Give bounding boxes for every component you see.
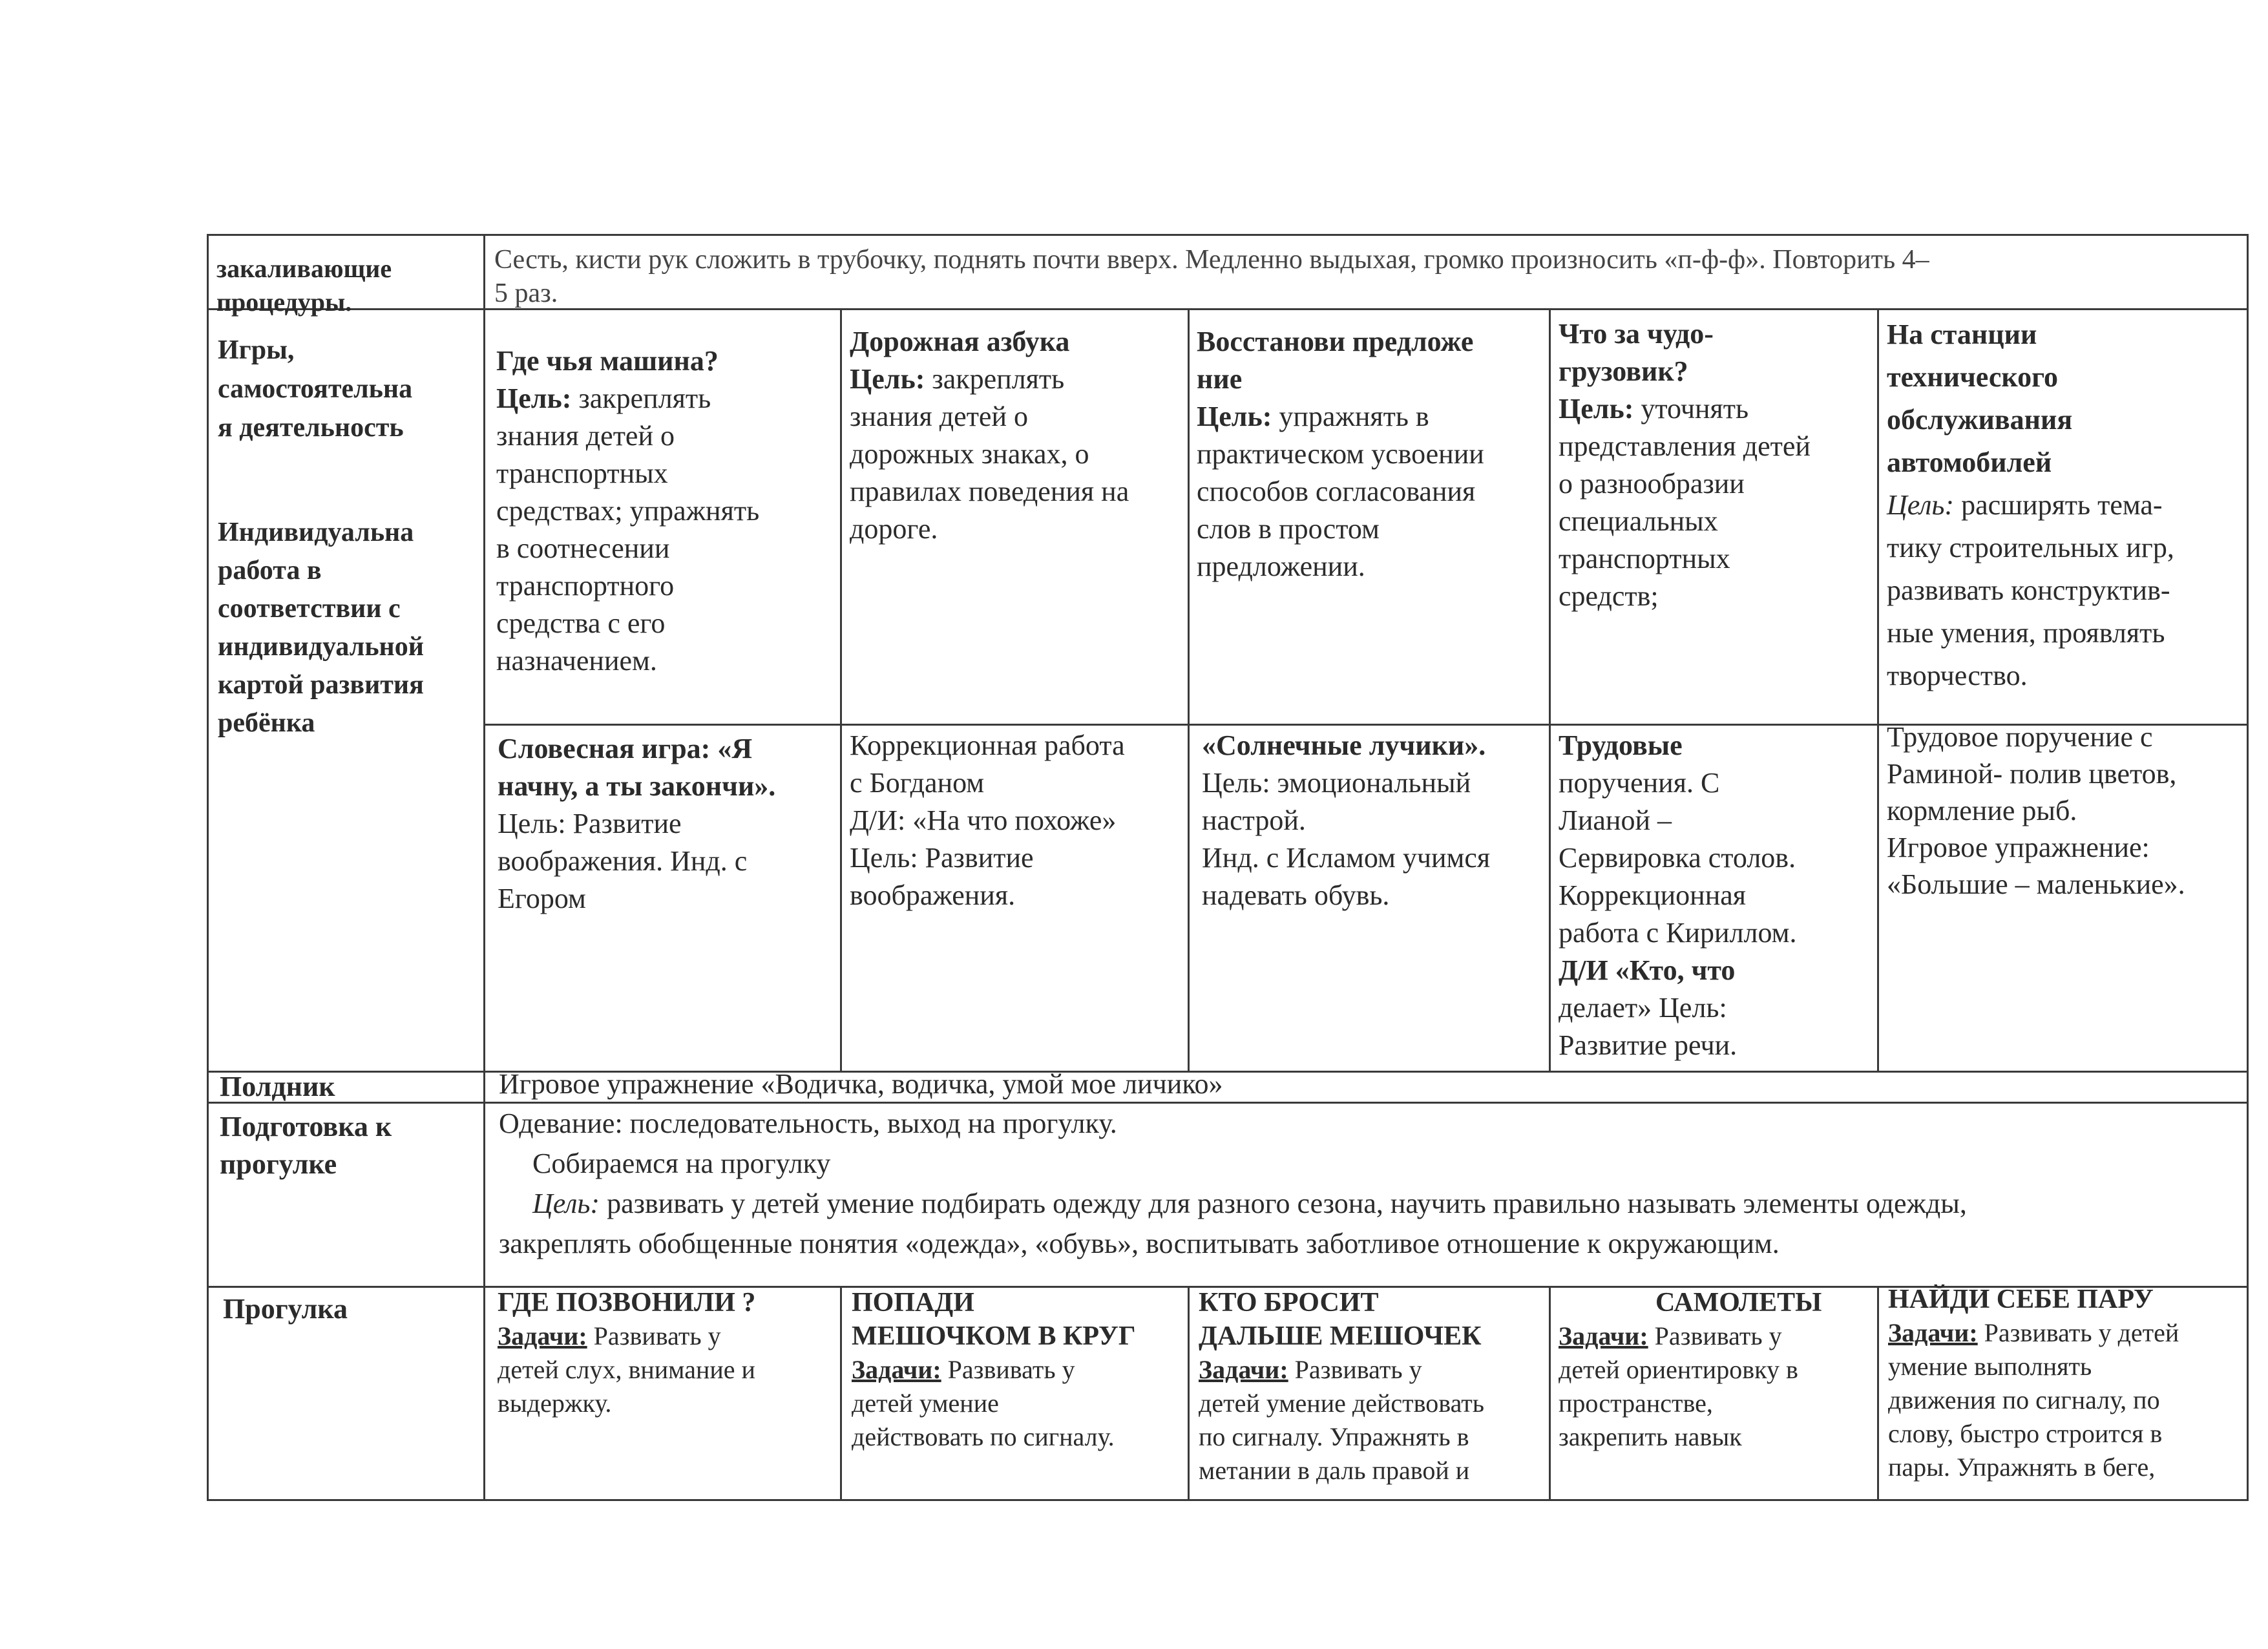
text-line: Коррекционная xyxy=(1559,879,1747,911)
text-line: Д/И: «На что похоже» xyxy=(850,804,1117,836)
label-line: процедуры. xyxy=(216,288,352,317)
goal-line: слов в простом xyxy=(1197,513,1380,545)
column-divider xyxy=(1877,308,1879,1073)
text-line: Цель: Развитие xyxy=(850,842,1034,874)
label-line: я деятельность xyxy=(218,413,404,443)
individual-card-5 xyxy=(1887,719,2242,903)
text-line: 5 раз. xyxy=(494,278,558,308)
task-line: детей ориентировку в xyxy=(1559,1355,1798,1384)
row-label-walk xyxy=(223,1291,475,1327)
text-line: работа с Кириллом. xyxy=(1559,917,1797,949)
task-line: детей умение xyxy=(852,1389,999,1418)
goal-line: творчество. xyxy=(1887,660,2028,691)
goal-line: правилах поведения на xyxy=(850,476,1129,507)
game-card-1 xyxy=(496,342,832,680)
label-line: Игры, xyxy=(218,335,295,365)
goal-line: средства с его xyxy=(496,607,666,639)
goal-text: уточнять xyxy=(1641,393,1749,425)
goal-label: Цель: xyxy=(496,383,572,414)
walk-game-5 xyxy=(1888,1283,2243,1484)
text-line: Инд. с Исламом учимся xyxy=(1202,842,1491,874)
text-line: Егором xyxy=(498,883,586,914)
individual-card-2 xyxy=(850,727,1182,914)
walk-prep-text xyxy=(499,1104,2237,1264)
text-line: воображения. Инд. с xyxy=(498,845,748,877)
table-border-right xyxy=(2247,234,2249,1501)
label-line: индивидуальной xyxy=(218,632,424,662)
label-line: Прогулка xyxy=(223,1293,348,1325)
goal-line: дорожных знаках, о xyxy=(850,438,1089,470)
column-divider xyxy=(1549,308,1551,1073)
goal-label: Цель: xyxy=(1559,393,1634,425)
text-line: Словесная игра: «Я xyxy=(498,733,753,764)
text-line: воображения. xyxy=(850,879,1016,911)
task-text: Развивать у xyxy=(1654,1321,1782,1350)
text-line: Собираемся на прогулку xyxy=(532,1148,831,1179)
label-line: Подготовка к xyxy=(220,1111,392,1142)
task-line: умение выполнять xyxy=(1888,1352,2092,1381)
text-line: Д/И «Кто, что xyxy=(1559,954,1736,986)
goal-line: знания детей о xyxy=(496,420,675,452)
walk-game-3 xyxy=(1199,1286,1544,1487)
row-label-individual xyxy=(218,514,479,742)
game-card-4 xyxy=(1559,315,1872,615)
text-line: Цель: Развитие xyxy=(498,808,682,839)
game-title: технического xyxy=(1887,361,2059,393)
text-line: «Солнечные лучики». xyxy=(1202,730,1486,761)
column-divider xyxy=(1188,1286,1190,1501)
goal-line: способов согласования xyxy=(1197,476,1476,507)
goal-line: в соотнесении xyxy=(496,532,670,564)
row-label-tempering xyxy=(216,252,475,319)
text-line: Раминой- полив цветов, xyxy=(1887,758,2177,790)
game-card-5 xyxy=(1887,313,2242,697)
text-line: Сервировка столов. xyxy=(1559,842,1796,874)
label-line: картой развития xyxy=(218,670,424,700)
text-line: надевать обувь. xyxy=(1202,879,1390,911)
goal-line: о разнообразии xyxy=(1559,468,1745,499)
task-line: пары. Упражнять в беге, xyxy=(1888,1453,2156,1482)
goal-line: назначением. xyxy=(496,645,657,677)
text-line: начну, а ты закончи». xyxy=(498,770,776,802)
goal-text: закреплять xyxy=(578,383,711,414)
text-line: с Богданом xyxy=(850,767,985,799)
individual-card-4 xyxy=(1559,727,1869,1064)
task-label: Задачи: xyxy=(1199,1355,1288,1384)
label-line: Полдник xyxy=(220,1071,335,1102)
task-line: действовать по сигналу. xyxy=(852,1422,1115,1451)
task-label: Задачи: xyxy=(1888,1318,1978,1347)
game-title: ДАЛЬШЕ МЕШОЧЕК xyxy=(1199,1321,1482,1351)
goal-line: представления детей xyxy=(1559,430,1811,462)
task-label: Задачи: xyxy=(1559,1321,1648,1350)
table-border-bottom xyxy=(207,1499,2249,1501)
task-line: слову, быстро строится в xyxy=(1888,1419,2163,1448)
goal-line: тику строительных игр, xyxy=(1887,532,2174,563)
goal-line: знания детей о xyxy=(850,401,1029,432)
label-line: соответствии с xyxy=(218,594,401,624)
task-line: детей умение действовать xyxy=(1199,1389,1485,1418)
game-title: Где чья машина? xyxy=(496,345,719,377)
game-title: ГДЕ ПОЗВОНИЛИ ? xyxy=(498,1288,756,1318)
text-line: настрой. xyxy=(1202,804,1306,836)
game-title: МЕШОЧКОМ В КРУГ xyxy=(852,1321,1136,1351)
goal-line: средств; xyxy=(1559,580,1659,612)
row-label-games xyxy=(218,331,479,447)
game-card-3 xyxy=(1197,323,1542,585)
task-line: движения по сигналу, по xyxy=(1888,1385,2160,1414)
text-line: Развитие речи. xyxy=(1559,1029,1738,1061)
task-line: метании в даль правой и xyxy=(1199,1456,1470,1485)
game-title: Что за чудо- xyxy=(1559,318,1714,350)
tempering-text xyxy=(494,243,2239,310)
game-title: обслуживания xyxy=(1887,404,2073,436)
game-title: САМОЛЕТЫ xyxy=(1655,1288,1822,1318)
text-line: Трудовые xyxy=(1559,730,1683,761)
label-line: самостоятельна xyxy=(218,374,413,404)
goal-label: Цель: xyxy=(532,1188,600,1219)
game-title: На станции xyxy=(1887,319,2037,350)
game-title: ПОПАДИ xyxy=(852,1288,974,1318)
game-card-2 xyxy=(850,323,1182,548)
task-text: Развивать у xyxy=(593,1321,721,1350)
text-line: «Большие – маленькие». xyxy=(1887,868,2185,900)
game-title: ние xyxy=(1197,363,1243,395)
label-line: Индивидуальна xyxy=(218,518,414,547)
task-line: детей слух, внимание и xyxy=(498,1355,755,1384)
goal-text: закреплять xyxy=(932,363,1065,395)
goal-line: ные умения, проявлять xyxy=(1887,617,2165,649)
column-divider xyxy=(840,1286,842,1501)
text-line: Игровое упражнение: xyxy=(1887,832,2150,863)
text-line: Игровое упражнение «Водичка, водичка, умой мое личико» xyxy=(499,1068,1223,1100)
game-title: НАЙДИ СЕБЕ ПАРУ xyxy=(1888,1285,2154,1314)
task-line: выдержку. xyxy=(498,1389,612,1418)
label-line: прогулке xyxy=(220,1148,337,1180)
text-line: закреплять обобщенные понятия «одежда», «обувь», воспитывать заботливое отношение к окружающим. xyxy=(499,1228,1780,1259)
goal-line: специальных xyxy=(1559,505,1718,537)
row-label-snack xyxy=(220,1070,478,1104)
column-divider xyxy=(1188,308,1190,1073)
column-divider xyxy=(1549,1286,1551,1501)
game-title: КТО БРОСИТ xyxy=(1199,1288,1379,1318)
text-line: Лианой – xyxy=(1559,804,1672,836)
text-line: Трудовое поручение с xyxy=(1887,721,2153,753)
label-line: работа в xyxy=(218,556,322,585)
game-title: Дорожная азбука xyxy=(850,326,1070,357)
game-title: Восстанови предложе xyxy=(1197,326,1474,357)
goal-label: Цель: xyxy=(850,363,925,395)
game-title: грузовик? xyxy=(1559,355,1688,387)
text-line: Одевание: последовательность, выход на прогулку. xyxy=(499,1108,1117,1139)
walk-game-4 xyxy=(1559,1286,1872,1454)
task-line: пространстве, xyxy=(1559,1389,1713,1418)
table-border-top xyxy=(207,234,2249,236)
goal-line: развивать конструктив- xyxy=(1887,574,2170,606)
column-divider xyxy=(1877,1286,1879,1501)
goal-text: упражнять в xyxy=(1279,401,1429,432)
task-label: Задачи: xyxy=(498,1321,587,1350)
text-line: делает» Цель: xyxy=(1559,992,1727,1024)
task-line: закрепить навык xyxy=(1559,1422,1742,1451)
goal-line: практическом усвоении xyxy=(1197,438,1484,470)
task-text: Развивать у xyxy=(947,1355,1075,1384)
goal-line: транспортного xyxy=(496,570,675,602)
snack-text xyxy=(499,1067,2237,1101)
task-text: Развивать у детей xyxy=(1984,1318,2179,1347)
table-border-left xyxy=(207,234,209,1501)
task-label: Задачи: xyxy=(852,1355,941,1384)
text-line: Сесть, кисти рук сложить в трубочку, поднять почти вверх. Медленно выдыхая, громко произносить «п-ф-ф». Повторить 4– xyxy=(494,245,1929,275)
walk-game-1 xyxy=(498,1286,827,1420)
text-line: Цель: эмоциональный xyxy=(1202,767,1471,799)
game-title: автомобилей xyxy=(1887,446,2052,478)
task-text: Развивать у xyxy=(1294,1355,1422,1384)
goal-text: расширять тема- xyxy=(1961,489,2163,521)
row-label-walk-prep xyxy=(220,1108,478,1183)
goal-line: дороге. xyxy=(850,513,938,545)
goal-text: развивать у детей умение подбирать одежду для разного сезона, научить правильно называть элементы одежды, xyxy=(607,1188,1967,1219)
goal-label: Цель: xyxy=(1887,489,1955,521)
text-line: кормление рыб. xyxy=(1887,795,2077,826)
goal-line: транспортных xyxy=(1559,543,1730,574)
column-divider xyxy=(483,234,485,1501)
text-line: поручения. С xyxy=(1559,767,1720,799)
label-line: закаливающие xyxy=(216,254,392,283)
goal-label: Цель: xyxy=(1197,401,1272,432)
goal-line: средствах; упражнять xyxy=(496,495,760,527)
goal-line: транспортных xyxy=(496,457,668,489)
individual-card-1 xyxy=(498,730,824,918)
label-line: ребёнка xyxy=(218,708,315,738)
task-line: по сигналу. Упражнять в xyxy=(1199,1422,1469,1451)
individual-card-3 xyxy=(1202,727,1544,914)
column-divider xyxy=(840,308,842,1073)
text-line: Коррекционная работа xyxy=(850,730,1125,761)
walk-game-2 xyxy=(852,1286,1181,1454)
goal-line: предложении. xyxy=(1197,551,1365,582)
